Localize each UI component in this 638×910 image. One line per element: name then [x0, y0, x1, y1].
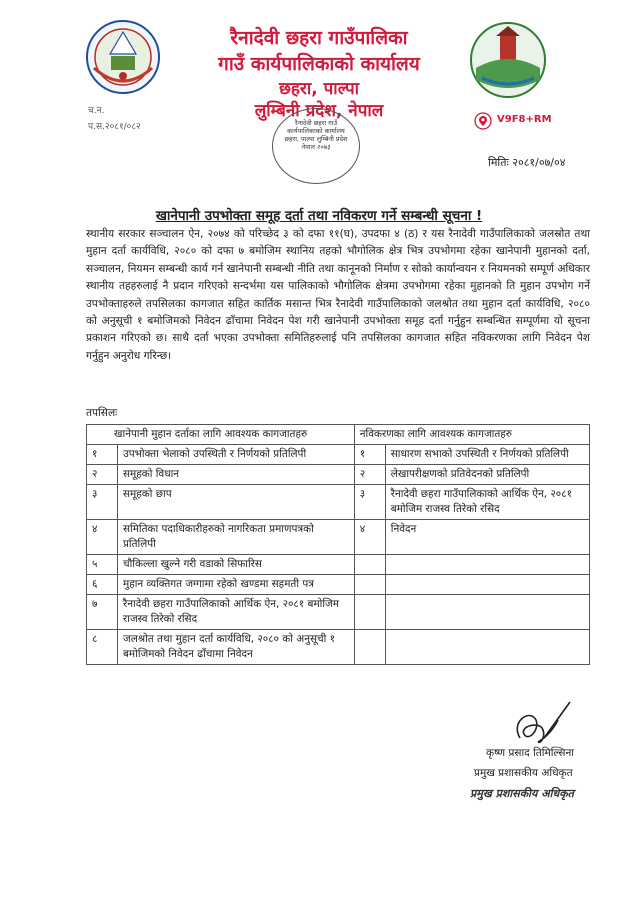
table-row: [87, 465, 590, 485]
registration-document: मुहान व्यक्तिगत जग्गामा रहेको खण्डमा सहमती पत्र: [118, 575, 355, 595]
reference-patra-sankhya: प.स.२०८१/०८२: [88, 122, 141, 132]
table-row: [87, 595, 590, 630]
requirements-table: [86, 424, 590, 665]
row-number: ६: [87, 575, 118, 595]
column-header-renewal: [354, 425, 589, 445]
office-round-stamp: [272, 108, 360, 184]
row-number: २: [354, 465, 385, 485]
row-number: १: [87, 445, 118, 465]
plus-code: V9F8+RM: [497, 114, 552, 125]
registration-document: समूहको विधान: [118, 465, 355, 485]
row-number: ३: [354, 485, 385, 520]
registration-document: रैनादेवी छहरा गाउँपालिकाको आर्थिक ऐन, २०८१ बमोजिम राजस्व तिरेको रसिद: [118, 595, 355, 630]
tapasil-label: तपसिलः: [86, 407, 118, 419]
row-number: ४: [354, 520, 385, 555]
registration-document: उपभोक्ता भेलाको उपस्थिती र निर्णयको प्रतिलिपी: [118, 445, 355, 465]
registration-document: चौकिल्ला खुल्ने गरी वडाको सिफारिस: [118, 555, 355, 575]
row-number: २: [87, 465, 118, 485]
table-row: [87, 575, 590, 595]
registration-document: समितिका पदाधिकारीहरुको नागरिकता प्रमाणपत्रको प्रतिलिपी: [118, 520, 355, 555]
location-pin-icon: [474, 112, 492, 130]
office-address: छहरा, पाल्पा: [278, 79, 360, 99]
row-number: ३: [87, 485, 118, 520]
renewal-document: [385, 630, 589, 665]
row-number: [354, 630, 385, 665]
table-row: [87, 485, 590, 520]
renewal-document: साधारण सभाको उपस्थिती र निर्णयको प्रतिलिपी: [385, 445, 589, 465]
stamp-text: रैनादेवी छहरा गाउँ कार्यपालिकाको कार्यालय छहरा, पाल्पा लुम्बिनी प्रदेश नेपाल २०७३: [284, 119, 348, 151]
renewal-document: लेखापरीक्षणको प्रतिवेदनको प्रतिलिपी: [385, 465, 589, 485]
office-name: गाउँ कार्यपालिकाको कार्यालय: [218, 53, 420, 75]
renewal-document: [385, 595, 589, 630]
table-header-row: [87, 425, 590, 445]
municipality-name: रैनादेवी छहरा गाउँपालिका: [230, 27, 408, 49]
designation-stamp: प्रमुख प्रशासकीय अधिकृत: [470, 787, 574, 800]
row-number: ८: [87, 630, 118, 665]
registration-document: जलश्रोत तथा मुहान दर्ता कार्यविधि, २०८० को अनुसूची १ बमोजिमको निवेदन ढाँचामा निवेदन: [118, 630, 355, 665]
renewal-document: निवेदन: [385, 520, 589, 555]
table-row: [87, 520, 590, 555]
notice-title: खानेपानी उपभोक्ता समूह दर्ता तथा नविकरण गर्ने सम्बन्धी सूचना !: [155, 208, 483, 224]
table-row: [87, 555, 590, 575]
row-number: ४: [87, 520, 118, 555]
row-number: ५: [87, 555, 118, 575]
row-number: [354, 575, 385, 595]
header-right-text: नविकरणका लागि आवश्यक कागजातहरु: [359, 428, 513, 440]
table-row: [87, 445, 590, 465]
signatory-title: प्रमुख प्रशासकीय अधिकृत: [474, 767, 573, 779]
province-country: लुम्बिनी प्रदेश, नेपाल: [254, 101, 384, 121]
row-number: ७: [87, 595, 118, 630]
row-number: [354, 595, 385, 630]
renewal-document: रैनादेवी छहरा गाउँपालिकाको आर्थिक ऐन, २०८१ बमोजिम राजस्व तिरेको रसिद: [385, 485, 589, 520]
row-number: [354, 555, 385, 575]
notice-date: मितिः २०८१/०७/०४: [488, 156, 566, 169]
table-row: [87, 630, 590, 665]
reference-chalani: च.न.: [88, 106, 105, 116]
registration-document: समूहको छाप: [118, 485, 355, 520]
renewal-document: [385, 555, 589, 575]
municipality-logo: [468, 20, 548, 100]
notice-body: स्थानीय सरकार सञ्चालन ऐन, २०७४ को परिच्छेद ३ को दफा ११(घ), उपदफा ४ (ठ) र यस रैनादेवी गाउँपालिकाको जलस्रोत तथा मुहान दर्ता कार्यविधि, २०८० को दफा ७ बमोजिम स्थानिय तहको भौगोलिक क्षेत्र भित्र उपभोगमा रहेका खानेपानी मुहानको दर्ता, सञ्चालन, नियमन सम्बन्धी कार्य गर्न खानेपानी सम्बन्धी नीति तथा कानूनको निर्माण र सोको कार्यान्वयन र नियमनको सम्पूर्ण अधिकार स्थानीय तहहरुलाई नै प्रदान गरिएको सन्दर्भमा यस पालिकाको भौगोलिक क्षेत्रमा उपभोगमा रहेका मुहानको ति मुहान उपभोग गर्ने उपभोक्ताहरुले तपसिलका कागजात सहित कार्तिक मसान्त भित्र रैनादेवी गाउँपालिकाको जलश्रोत तथा मुहान दर्ता कार्यविधि, २०८० को अनुसूची १ बमोजिमको निवेदन ढाँचामा निवेदन पेश गरी खानेपानी उपभोक्ता समूह दर्ता गर्नुहुन सम्बन्धित सम्पूर्णमा यो सूचना प्रकाशन गरिएको छ। साथै दर्ता भएका उपभोक्ता समितिहरुलाई पनि तपसिलका कागजात सहित नविकरणका लागि निवेदन पेश गर्नुहुन अनुरोध गरिन्छ।: [86, 228, 590, 362]
handwritten-signature: [508, 698, 578, 752]
column-header-registration: [87, 425, 355, 445]
row-number: १: [354, 445, 385, 465]
header-left-text: खानेपानी मुहान दर्ताका लागि आवश्यक कागजातहरु: [114, 428, 308, 440]
renewal-document: [385, 575, 589, 595]
signatory-name: कृष्ण प्रसाद तिमिल्सिना: [486, 747, 575, 759]
